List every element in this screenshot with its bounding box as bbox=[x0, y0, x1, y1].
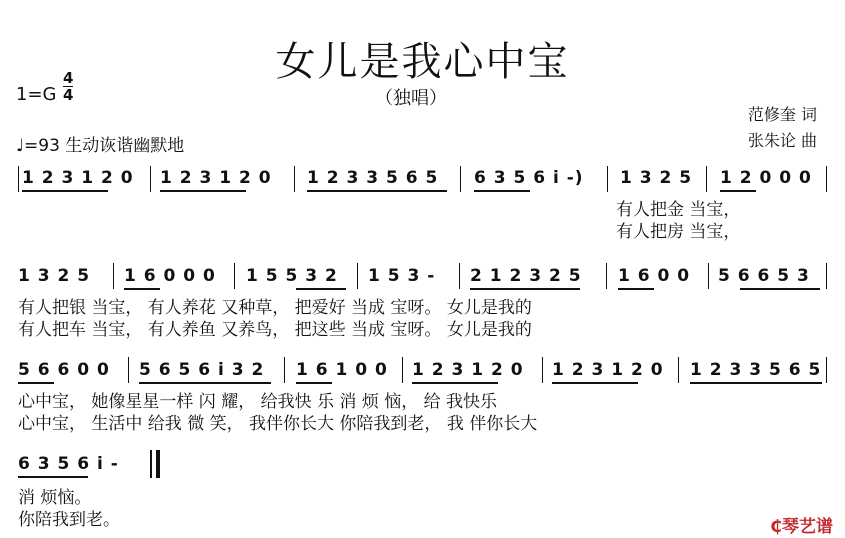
time-top: 4 bbox=[63, 69, 74, 87]
lyric-line-2: 心中宝， 生活中 给我 微 笑， 我伴你长大 你陪我到老， 我 伴你长大 bbox=[18, 414, 538, 434]
measure: 1 3 2 5 bbox=[620, 168, 693, 188]
composer: 张朱论 曲 bbox=[747, 131, 817, 150]
site-logo bbox=[770, 512, 833, 537]
measure: 6 3 5 6 i - bbox=[18, 454, 119, 474]
measure: 1 2 3 3 5 6 5 bbox=[307, 168, 439, 188]
measure: 1 6 0 0 0 bbox=[124, 266, 216, 286]
measure: 1 2 3 1 2 0 bbox=[552, 360, 664, 380]
measure: 1 6 1 0 0 bbox=[296, 360, 388, 380]
measure: 1 6 0 0 bbox=[618, 266, 691, 286]
performance-type: （独唱） bbox=[375, 88, 447, 109]
tempo-marking: ♩=93 生动诙谐幽默地 bbox=[16, 136, 185, 156]
measure: 6 3 5 6 i -) bbox=[474, 168, 584, 188]
lyric-line-1: 心中宝， 她像星星一样 闪 耀， 给我快 乐 消 烦 恼， 给 我快乐 bbox=[18, 392, 498, 412]
measure: 1 3 2 5 bbox=[18, 266, 91, 286]
measure: 5 6 6 5 3 bbox=[718, 266, 810, 286]
measure: 5 6 5 6 i 3 2 bbox=[139, 360, 265, 380]
lyric-line-2: 有人把车 当宝， 有人养鱼 又养鸟， 把这些 当成 宝呀。 女儿是我的 bbox=[18, 320, 532, 340]
lyric-line-1: 有人把金 当宝， bbox=[616, 200, 741, 220]
measure: 1 2 3 3 5 6 5 bbox=[690, 360, 822, 380]
measure: 2 1 2 3 2 5 bbox=[470, 266, 582, 286]
measure: 1 2 3 1 2 0 bbox=[412, 360, 524, 380]
song-title: 女儿是我心中宝 bbox=[275, 39, 570, 85]
time-signature bbox=[63, 71, 73, 102]
measure: 1 5 5 3 2 bbox=[246, 266, 338, 286]
measure: 5 6 6 0 0 bbox=[18, 360, 110, 380]
lyric-line-1: 有人把银 当宝， 有人养花 又种草， 把爱好 当成 宝呀。 女儿是我的 bbox=[18, 298, 532, 318]
measure: 1 5 3 - bbox=[368, 266, 436, 286]
time-bottom: 4 bbox=[63, 86, 74, 104]
lyric-line-2: 有人把房 当宝， bbox=[616, 222, 741, 242]
logo-icon: ₵ bbox=[770, 517, 782, 537]
credits bbox=[748, 102, 817, 154]
logo-text: 琴艺谱 bbox=[782, 517, 833, 537]
lyric-line-1: 消 烦恼。 bbox=[18, 488, 92, 508]
lyricist: 范修奎 词 bbox=[747, 105, 817, 124]
measure: 1 2 3 1 2 0 bbox=[160, 168, 272, 188]
key-signature: 1=G bbox=[16, 84, 57, 105]
lyric-line-2: 你陪我到老。 bbox=[18, 510, 120, 530]
measure: 1 2 0 0 0 bbox=[720, 168, 812, 188]
measure: 1 2 3 1 2 0 bbox=[22, 168, 134, 188]
